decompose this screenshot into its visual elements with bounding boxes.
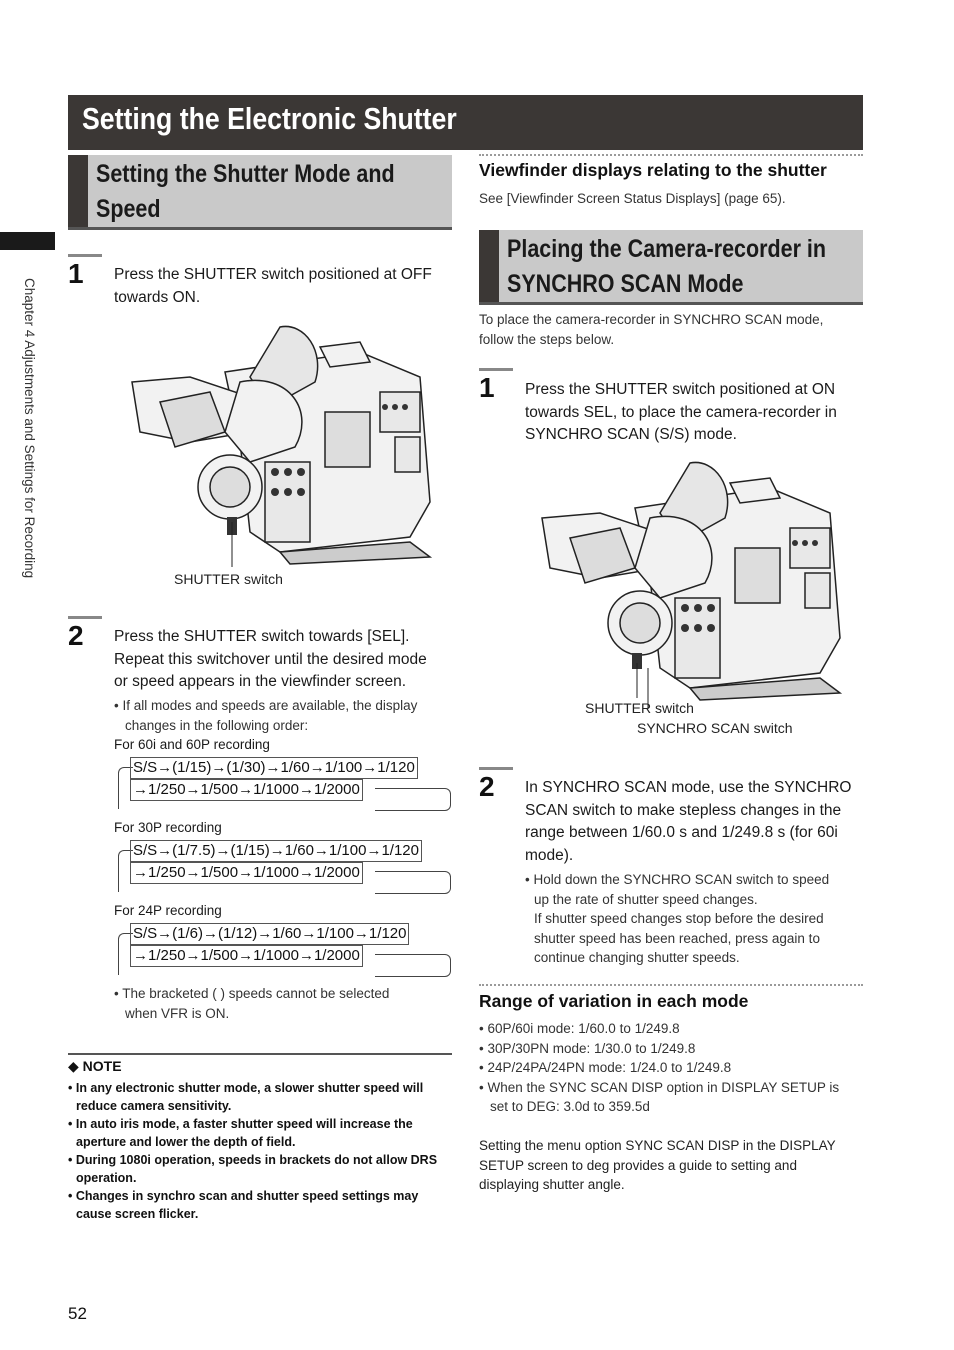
note-item <box>68 1151 458 1187</box>
section-header-bar <box>68 155 88 227</box>
step-number: 1 <box>479 372 495 403</box>
step-number: 2 <box>479 771 495 802</box>
text-line: range between 1/60.0 s and 1/249.8 s (for 60i <box>525 824 838 841</box>
sequence-loop-return <box>375 954 451 977</box>
section-title-line1: Setting the Shutter Mode and <box>96 160 395 188</box>
sequence-row: S/S→(1/7.5)→(1/15)→1/60→1/100→1/120 <box>130 840 422 862</box>
text-line: mode). <box>525 846 574 864</box>
text-line: Repeat this switchover until the desired mode <box>114 650 427 668</box>
step-number: 2 <box>68 620 84 651</box>
sequence-row: →1/250→1/500→1/1000→1/2000 <box>130 862 363 884</box>
sequence-label: For 60i and 60P recording <box>114 737 270 752</box>
section-header-synchro-scan <box>479 230 863 305</box>
chapter-tab <box>0 232 55 250</box>
section-intro <box>479 310 823 349</box>
sequence-loop-line <box>118 777 119 809</box>
sequence-loop-line <box>118 943 119 975</box>
text-line: towards SEL, to place the camera-recorder in <box>525 403 837 421</box>
text-line: towards ON. <box>114 288 201 306</box>
text-line: • During 1080i operation, speeds in brackets do not allow DRS <box>68 1153 438 1167</box>
sequence-row: S/S→(1/6)→(1/12)→1/60→1/100→1/120 <box>130 923 409 945</box>
page-title: Setting the Electronic Shutter <box>82 101 457 136</box>
range-item: • 24P/24PA/24PN mode: 1/24.0 to 1/249.8 <box>479 1060 732 1075</box>
viewfinder-heading: Viewfinder displays relating to the shutter <box>479 160 827 180</box>
sequence-row: →1/250→1/500→1/1000→1/2000 <box>130 945 363 967</box>
text-line: To place the camera-recorder in SYNCHRO SCAN mode, <box>479 312 824 327</box>
step-divider <box>479 368 513 371</box>
range-item: • When the SYNC SCAN DISP option in DISPLAY SETUP is <box>479 1079 840 1095</box>
text-line: or speed appears in the viewfinder screen. <box>114 673 407 690</box>
shutter-switch-caption: SHUTTER switch <box>585 700 694 716</box>
step-divider <box>68 616 102 619</box>
note-divider <box>68 1053 452 1055</box>
sequence-loop-return <box>375 788 451 811</box>
dotted-divider <box>479 984 863 986</box>
chapter-side-label: Chapter 4 Adjustments and Settings for Recording <box>22 278 37 579</box>
text-line: shutter speed has been reached, press again to <box>534 930 820 946</box>
text-line: Press the SHUTTER switch positioned at OFF <box>114 266 432 283</box>
note-item <box>68 1115 458 1151</box>
text-line: SYNCHRO SCAN (S/S) mode. <box>525 426 737 443</box>
text-line: operation. <box>76 1171 137 1185</box>
text-line: • If all modes and speeds are available, the display <box>114 698 418 713</box>
step-text <box>114 626 427 694</box>
text-line: cause screen flicker. <box>76 1207 199 1221</box>
text-line: • In auto iris mode, a faster shutter speed will increase the <box>68 1117 413 1131</box>
range-item: • 60P/60i mode: 1/60.0 to 1/249.8 <box>479 1021 680 1036</box>
step-bullet <box>525 870 829 968</box>
text-line: changes in the following order: <box>125 717 309 733</box>
closing-paragraph <box>479 1136 836 1195</box>
step-text <box>114 264 432 309</box>
text-line: • Hold down the SYNCHRO SCAN switch to speed <box>525 872 830 887</box>
text-line: continue changing shutter speeds. <box>534 950 740 965</box>
note-list <box>68 1079 458 1223</box>
step-number: 1 <box>68 258 84 289</box>
text-line: Press the SHUTTER switch towards [SEL]. <box>114 628 410 645</box>
step-text <box>525 379 837 447</box>
text-line: • In any electronic shutter mode, a slower shutter speed will <box>68 1081 424 1095</box>
dotted-divider <box>479 154 863 156</box>
section-title-line2: Speed <box>96 195 161 223</box>
page-title-bar <box>68 95 863 150</box>
note-item <box>68 1187 458 1223</box>
section-header-shutter-mode <box>68 155 452 230</box>
text-line: If shutter speed changes stop before the desired <box>534 911 824 926</box>
synchro-scan-switch-caption: SYNCHRO SCAN switch <box>637 720 793 736</box>
range-item-cont: set to DEG: 3.0d to 359.5d <box>490 1099 650 1114</box>
text-line: In SYNCHRO SCAN mode, use the SYNCHRO <box>525 779 852 796</box>
section-header-bar <box>479 230 499 302</box>
range-item: • 30P/30PN mode: 1/30.0 to 1/249.8 <box>479 1040 696 1056</box>
camera-illustration <box>540 458 845 708</box>
text-line: when VFR is ON. <box>125 1005 230 1021</box>
range-heading: Range of variation in each mode <box>479 991 749 1011</box>
camera-illustration <box>130 322 435 567</box>
range-list <box>479 1019 839 1117</box>
viewfinder-reference: See [Viewfinder Screen Status Displays] (page 65). <box>479 191 786 206</box>
sequence-label: For 24P recording <box>114 903 222 918</box>
sequence-row: →1/250→1/500→1/1000→1/2000 <box>130 779 363 801</box>
text-line: aperture and lower the depth of field. <box>76 1135 296 1149</box>
step-divider <box>479 767 513 770</box>
text-line: reduce camera sensitivity. <box>76 1099 232 1113</box>
section-title-line1: Placing the Camera-recorder in <box>507 235 827 263</box>
step-bullet <box>114 696 417 735</box>
note-item <box>68 1079 458 1115</box>
sequence-loop-return <box>375 871 451 894</box>
bracket-note <box>114 984 389 1023</box>
text-line: Setting the menu option SYNC SCAN DISP in the DISPLAY <box>479 1138 836 1153</box>
section-title-line2: SYNCHRO SCAN Mode <box>507 270 744 298</box>
step-divider <box>68 254 102 257</box>
sequence-label: For 30P recording <box>114 820 222 835</box>
text-line: up the rate of shutter speed changes. <box>534 891 758 907</box>
page-number: 52 <box>68 1304 87 1323</box>
text-line: Press the SHUTTER switch positioned at ON <box>525 381 836 398</box>
text-line: • Changes in synchro scan and shutter speed settings may <box>68 1189 419 1203</box>
text-line: follow the steps below. <box>479 331 615 347</box>
shutter-switch-caption: SHUTTER switch <box>174 571 283 587</box>
text-line: SETUP screen to deg provides a guide to setting and <box>479 1157 797 1173</box>
note-heading: ◆ NOTE <box>68 1058 122 1074</box>
sequence-row: S/S→(1/15)→(1/30)→1/60→1/100→1/120 <box>130 757 418 779</box>
text-line: SCAN switch to make stepless changes in the <box>525 801 842 819</box>
text-line: • The bracketed ( ) speeds cannot be selected <box>114 986 390 1001</box>
sequence-loop-line <box>118 860 119 892</box>
step-text <box>525 777 851 867</box>
text-line: displaying shutter angle. <box>479 1177 625 1192</box>
